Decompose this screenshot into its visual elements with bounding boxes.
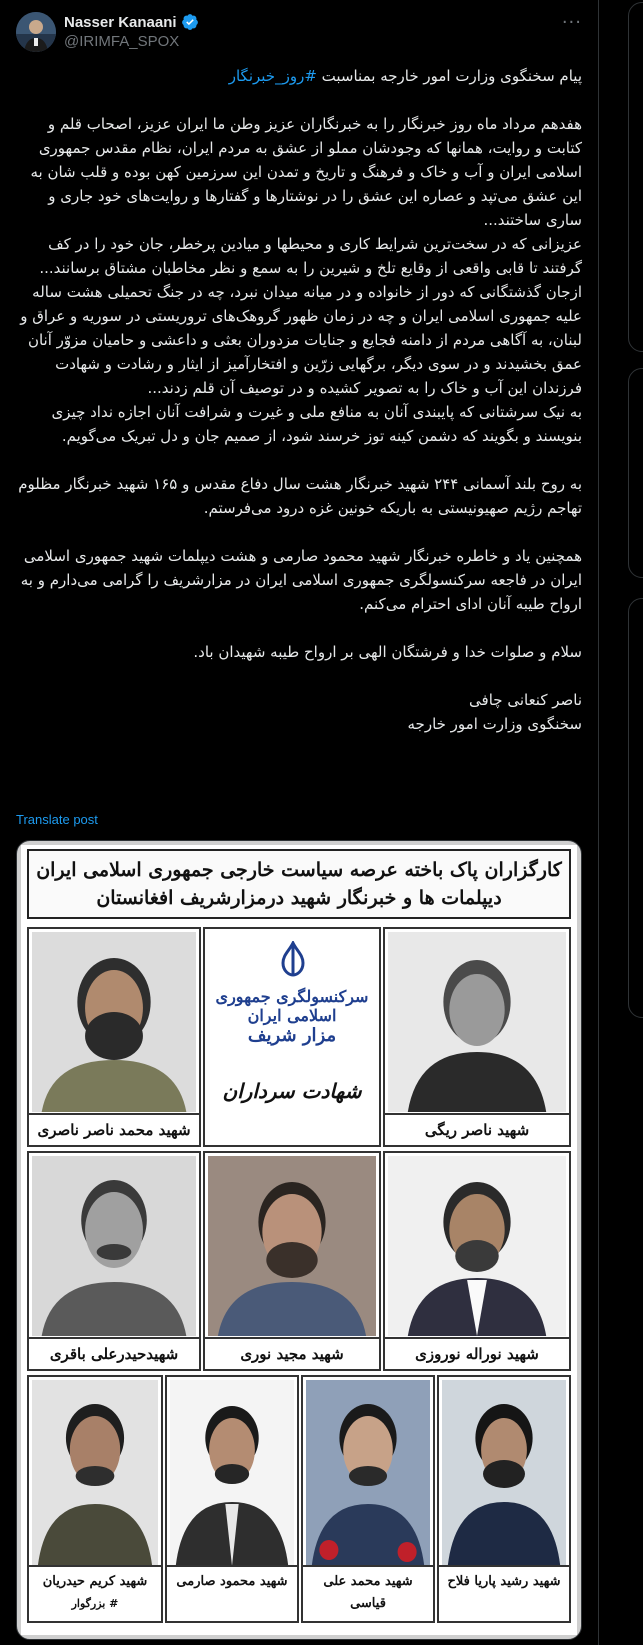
paragraph: به روح بلند آسمانی ۲۴۴ شهید خبرنگار هشت سال دفاع مقدس و ۱۶۵ شهید خبرنگار مظلوم تهاجم رژیم صهیونیستی به باریکه خونین غزه درود می‌فرستم.: [13, 475, 582, 517]
author-name[interactable]: Nasser Kanaani: [64, 13, 177, 31]
portrait-card: [203, 1151, 381, 1371]
portrait-card: [27, 1151, 201, 1371]
consulate-city: مزار شریف: [247, 1025, 337, 1046]
paragraph: هفدهم مرداد ماه روز خبرنگار را به خبرنگاران عزیز وطن ما ایران عزیز، اصحاب قلم و کتابت و روایت، همانها که وجودشان مملو از عشق به مردم ایران، نظام مقدس جمهوری اسلامی ایران و آب و خاک و فرهنگ و تاریخ و تمدن این سرزمین کهن بوده و قلب شان به این عشق می‌تپد و عصاره این عشق را در نوشتارها و گفتارها و روایت‌های خود جاری و ساری ساختند...: [25, 115, 582, 229]
author-handle[interactable]: @IRIMFA_SPOX: [64, 33, 180, 50]
portrait-photo: [32, 1156, 196, 1336]
tweet-header: [16, 12, 582, 52]
more-options-icon[interactable]: ···: [561, 12, 582, 33]
portrait-card: [27, 1375, 163, 1623]
verified-badge-icon: [181, 13, 199, 31]
right-sidebar-card: [628, 598, 643, 1018]
poster-title-line2: دیپلمات ها و خبرنگار شهید درمزارشریف افغانستان: [96, 887, 502, 909]
portrait-caption: [29, 1565, 161, 1621]
portrait-caption: شهید نوراله نوروزی: [385, 1337, 569, 1369]
portrait-photo: [388, 1156, 566, 1336]
portrait-caption: شهید محمود صارمی: [167, 1565, 297, 1621]
paragraph: همچنین یاد و خاطره خبرنگار شهید محمود صارمی و هشت دیپلمات شهید جمهوری اسلامی ایران در فاجعه سرکنسولگری جمهوری اسلامی ایران در مزارشریف را گرامی می‌دارم و به ارواح طیبه آنان ادای احترام می‌کنم.: [15, 547, 582, 613]
portrait-card: [27, 927, 201, 1147]
poster-title-line1: کارگزاران پاک باخته عرصه سیاست خارجی جمهوری اسلامی ایران: [36, 859, 562, 881]
signature-name: ناصر کنعانی چافی: [469, 691, 582, 709]
tweet-text: [13, 64, 582, 736]
tweet-title-line: پیام سخنگوی وزارت امور خارجه بمناسبت #روز_خبرنگار: [228, 67, 582, 85]
portrait-caption: شهید محمد ناصر ناصری: [29, 1113, 199, 1145]
translate-post-link[interactable]: Translate post: [16, 812, 98, 827]
portrait-card: [301, 1375, 435, 1623]
portrait-photo: [32, 932, 196, 1112]
portrait-card: [165, 1375, 299, 1623]
portrait-caption: شهید محمد علی قیاسی: [303, 1565, 433, 1621]
portrait-card: [383, 927, 571, 1147]
consulate-name: سرکنسولگری جمهوری اسلامی ایران: [215, 987, 369, 1025]
portrait-card: [437, 1375, 571, 1623]
right-sidebar-card: [628, 2, 643, 352]
consulate-logo-card: [203, 927, 381, 1147]
paragraph: ازجان گذشتگانی که دور از خانواده و در میانه میدان نبرد، چه در جنگ تحمیلی هشت ساله علیه جمهوری اسلامی ایران و چه در زمان ظهور گروهک‌های تروریستی در سوریه و عراق و لبنان، به آگاهی مردم از دامنه فجایع و جنایات مزدوران بعثی و داعشی و حامیان مزوّر آنان عمق بخشیدند و در سوی دیگر، برگهایی زرّین و افتخارآمیز از ایثار و رشادت و شهادت فرزندان این آب و خاک را به تصویر کشیده و در توصیف آن قلم زدند...: [15, 283, 582, 397]
iran-emblem-icon: [275, 941, 311, 977]
hashtag-link[interactable]: #روز_خبرنگار: [228, 67, 317, 85]
portrait-photo: [388, 932, 566, 1112]
paragraph: به نیک سرشتانی که پایبندی آنان به منافع ملی و غیرت و شرافت آنان اجازه نداد چیزی بنویسند و بگویند که دشمن کینه توز خرسند شود، از صمیم جان و دل تبریک می‌گویم.: [46, 403, 582, 445]
portrait-photo: [170, 1380, 294, 1566]
portrait-card: [383, 1151, 571, 1371]
portrait-caption: شهید رشید پاریا فلاح: [439, 1565, 569, 1621]
memorial-poster: [21, 845, 577, 1635]
portrait-caption: شهید مجید نوری: [205, 1337, 379, 1369]
portrait-photo: [208, 1156, 376, 1336]
portrait-photo: [306, 1380, 430, 1566]
poster-title: [27, 849, 571, 919]
paragraph: سلام و صلوات خدا و فرشتگان الهی بر ارواح طیبه شهیدان باد.: [193, 643, 582, 661]
calligraphy-text: شهادت سرداران: [222, 1079, 362, 1103]
tweet-image[interactable]: [16, 840, 582, 1640]
portrait-photo: [32, 1380, 158, 1566]
avatar[interactable]: [16, 12, 56, 52]
paragraph: عزیزانی که در سخت‌ترین شرایط کاری و محیطها و میادین پرخطر، جان خود را در کف گرفتند تا قابی واقعی از وقایع تلخ و شیرین را به سمع و نظر مخاطبان مشتاق برسانند...: [39, 235, 582, 277]
portrait-caption: شهیدحیدرعلی باقری: [29, 1337, 199, 1369]
portrait-caption: شهید ناصر ریگی: [385, 1113, 569, 1145]
portrait-caption-name: شهید کریم حیدریان: [42, 1574, 148, 1589]
portrait-caption-note: # بزرگوار: [71, 1597, 119, 1610]
signature-title: سخنگوی وزارت امور خارجه: [407, 715, 582, 733]
portrait-photo: [442, 1380, 566, 1566]
right-sidebar-card: [628, 368, 643, 578]
